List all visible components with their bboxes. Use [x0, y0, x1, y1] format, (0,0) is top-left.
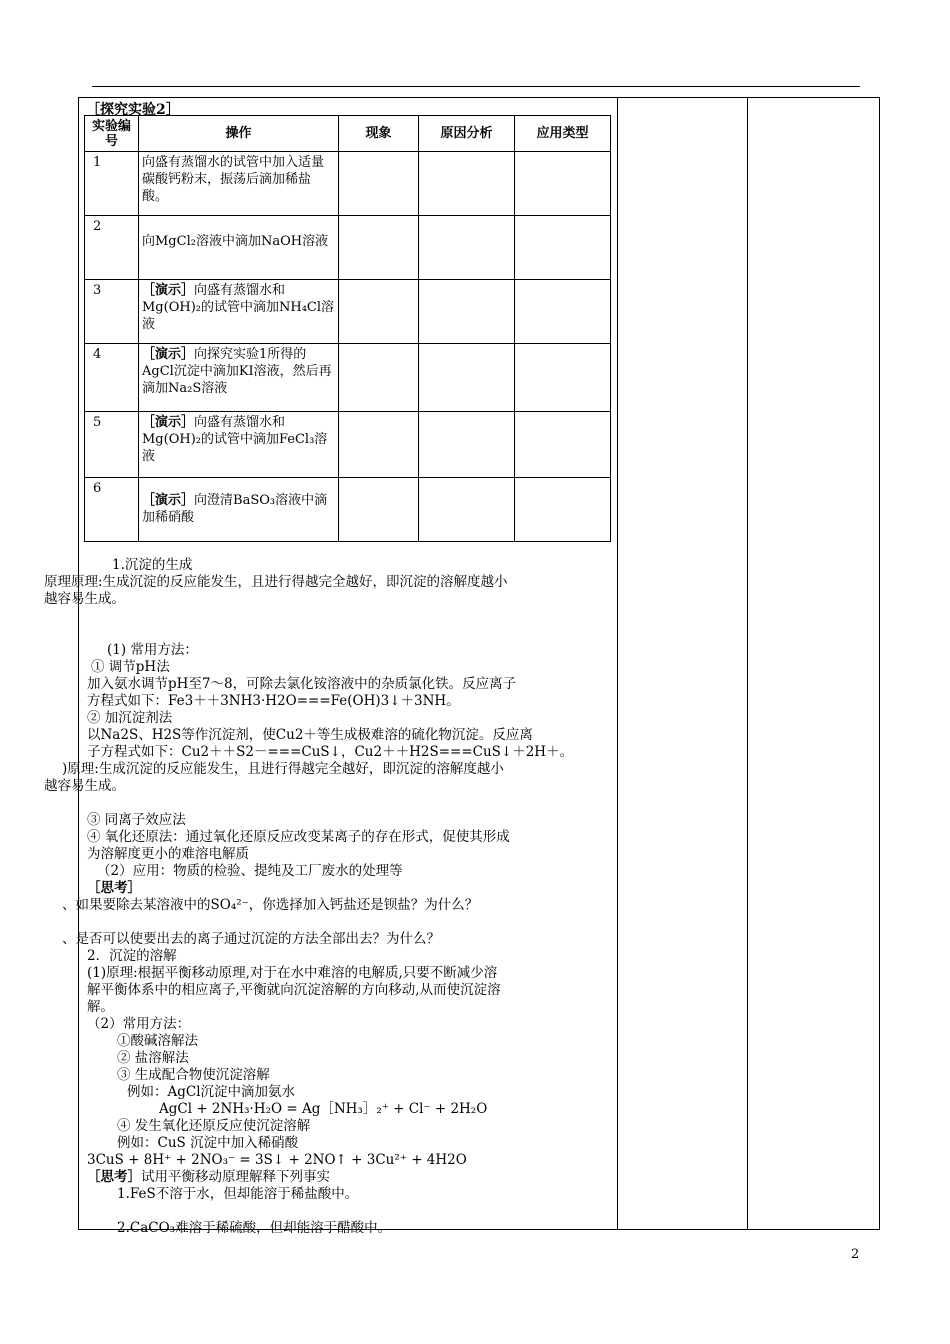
header-cell: 应用类型 — [515, 116, 611, 152]
operation-text: 向MgCl₂溶液中滴加NaOH溶液 — [142, 234, 329, 249]
row-application — [515, 344, 611, 412]
row-phenomenon — [339, 280, 419, 344]
example-cus: 例如：CuS 沉淀中加入稀硝酸 — [117, 1135, 299, 1151]
row-application — [515, 412, 611, 478]
table-row — [85, 280, 611, 344]
experiment-table — [84, 115, 611, 542]
dissolution-principle: (1)原理:根据平衡移动原理,对于在水中难溶的电解质,只要不断减少溶 — [87, 965, 498, 981]
row-number: 3 — [85, 280, 139, 344]
method-redox-cont: 为溶解度更小的难溶电解质 — [87, 846, 249, 862]
row-operation — [139, 216, 339, 280]
table-row — [85, 152, 611, 216]
row-analysis — [419, 216, 515, 280]
row-application — [515, 152, 611, 216]
table-row — [85, 412, 611, 478]
column-divider-2 — [747, 97, 748, 1230]
row-number: 1 — [85, 152, 139, 216]
table-row — [85, 216, 611, 280]
principle-text-cont: 越容易生成。 — [44, 591, 125, 607]
dissolution-principle-end: 解。 — [87, 999, 114, 1015]
row-number: 2 — [85, 216, 139, 280]
equation-agcl: AgCl + 2NH₃·H₂O = Ag［NH₃］₂⁺ + Cl⁻ + 2H₂O — [159, 1101, 488, 1117]
row-phenomenon — [339, 152, 419, 216]
method-complex: ③ 生成配合物使沉淀溶解 — [117, 1067, 270, 1083]
method-common-ion: ③ 同离子效应法 — [87, 812, 186, 828]
row-phenomenon — [339, 478, 419, 542]
applications-text: （2）应用：物质的检验、提纯及工厂废水的处理等 — [97, 863, 403, 879]
row-application — [515, 478, 611, 542]
method-acid-base: ①酸碱溶解法 — [117, 1033, 198, 1049]
principle-text-repeat: )原理:生成沉淀的反应能发生，且进行得越完全越好，即沉淀的溶解度越小 — [62, 761, 504, 777]
operation-text: 向探究实验1所得的AgCl沉淀中滴加KI溶液，然后再滴加Na₂S溶液 — [142, 347, 332, 396]
row-analysis — [419, 478, 515, 542]
method-ph-equation: 方程式如下：Fe3＋＋3NH3·H2O===Fe(OH)3↓＋3NH。 — [87, 693, 460, 709]
row-number: 5 — [85, 412, 139, 478]
demo-tag: ［演示］ — [142, 415, 195, 430]
question-1: 、如果要除去某溶液中的SO₄²⁻，你选择加入钙盐还是钡盐？为什么？ — [62, 897, 479, 913]
demo-tag: ［演示］ — [142, 347, 195, 362]
operation-text: 向盛有蒸馏水和Mg(OH)₂的试管中滴加NH₄Cl溶液 — [142, 283, 335, 332]
row-analysis — [419, 344, 515, 412]
fact-2: 2.CaCO₃难溶于稀硫酸，但却能溶于醋酸中。 — [117, 1220, 392, 1236]
row-phenomenon — [339, 344, 419, 412]
section-heading-precipitation-formation: 1.沉淀的生成 — [112, 557, 193, 573]
think-heading: ［思考］ — [87, 880, 141, 896]
column-divider-1 — [617, 97, 618, 1230]
method-ph-text: 加入氨水调节pH至7～8，可除去氯化铵溶液中的杂质氯化铁。反应离子 — [87, 676, 517, 692]
table-row — [85, 344, 611, 412]
operation-text: 向盛有蒸馏水和Mg(OH)₂的试管中滴加FeCl₃溶液 — [142, 415, 328, 464]
row-analysis — [419, 152, 515, 216]
think-heading-2: ［思考］试用平衡移动原理解释下列事实 — [87, 1169, 330, 1185]
think-2-text: 试用平衡移动原理解释下列事实 — [141, 1169, 330, 1185]
row-operation — [139, 152, 339, 216]
method-precipitant-equation: 子方程式如下：Cu2＋＋S2－===CuS↓，Cu2＋＋H2S===CuS↓＋2H＋。 — [87, 744, 574, 760]
principle-text-repeat-cont: 越容易生成。 — [44, 778, 125, 794]
row-number: 4 — [85, 344, 139, 412]
section-heading-dissolution: 2．沉淀的溶解 — [87, 948, 177, 964]
methods-heading: (1) 常用方法： — [107, 642, 198, 658]
table-row — [85, 478, 611, 542]
equation-cus: 3CuS + 8H⁺ + 2NO₃⁻ = 3S↓ + 2NO↑ + 3Cu²⁺ + 4H2O — [87, 1152, 467, 1168]
example-agcl: 例如：AgCl沉淀中滴加氨水 — [127, 1084, 296, 1100]
row-analysis — [419, 412, 515, 478]
fact-1: 1.FeS不溶于水，但却能溶于稀盐酸中。 — [117, 1186, 359, 1202]
header-cell: 实验编号 — [85, 116, 139, 152]
method-redox: ④ 氧化还原法：通过氧化还原反应改变某离子的存在形式，促使其形成 — [87, 829, 510, 845]
row-phenomenon — [339, 412, 419, 478]
row-operation — [139, 412, 339, 478]
method-precipitant: ② 加沉淀剂法 — [87, 710, 173, 726]
question-2: 、是否可以使要出去的离子通过沉淀的方法全部出去？为什么？ — [62, 931, 440, 947]
row-operation — [139, 344, 339, 412]
header-cell: 操作 — [139, 116, 339, 152]
method-salt: ② 盐溶解法 — [117, 1050, 189, 1066]
row-number: 6 — [85, 478, 139, 542]
page-number: 2 — [851, 1247, 860, 1262]
principle-text: 原理原理:生成沉淀的反应能发生，且进行得越完全越好，即沉淀的溶解度越小 — [44, 574, 508, 590]
demo-tag: ［演示］ — [142, 493, 195, 508]
dissolution-methods-heading: （2）常用方法： — [87, 1016, 191, 1032]
row-application — [515, 216, 611, 280]
operation-text: 向盛有蒸馏水的试管中加入适量碳酸钙粉末，振荡后滴加稀盐酸。 — [142, 155, 325, 204]
header-rule — [92, 86, 860, 87]
row-phenomenon — [339, 216, 419, 280]
section-title: ［探究实验2］ — [86, 102, 180, 118]
operation-text: 向澄清BaSO₃溶液中滴加稀硝酸 — [142, 493, 328, 525]
method-ph: ① 调节pH法 — [91, 659, 170, 675]
dissolution-principle-cont: 解平衡体系中的相应离子,平衡就向沉淀溶解的方向移动,从而使沉淀溶 — [87, 982, 501, 998]
row-operation — [139, 478, 339, 542]
row-analysis — [419, 280, 515, 344]
method-precipitant-text: 以Na2S、H2S等作沉淀剂，使Cu2＋等生成极难溶的硫化物沉淀。反应离 — [87, 727, 533, 743]
header-cell: 原因分析 — [419, 116, 515, 152]
method-redox-dissolution: ④ 发生氧化还原反应使沉淀溶解 — [117, 1118, 311, 1134]
header-cell: 现象 — [339, 116, 419, 152]
row-operation — [139, 280, 339, 344]
row-application — [515, 280, 611, 344]
table-header-row — [85, 116, 611, 152]
demo-tag: ［演示］ — [142, 283, 195, 298]
